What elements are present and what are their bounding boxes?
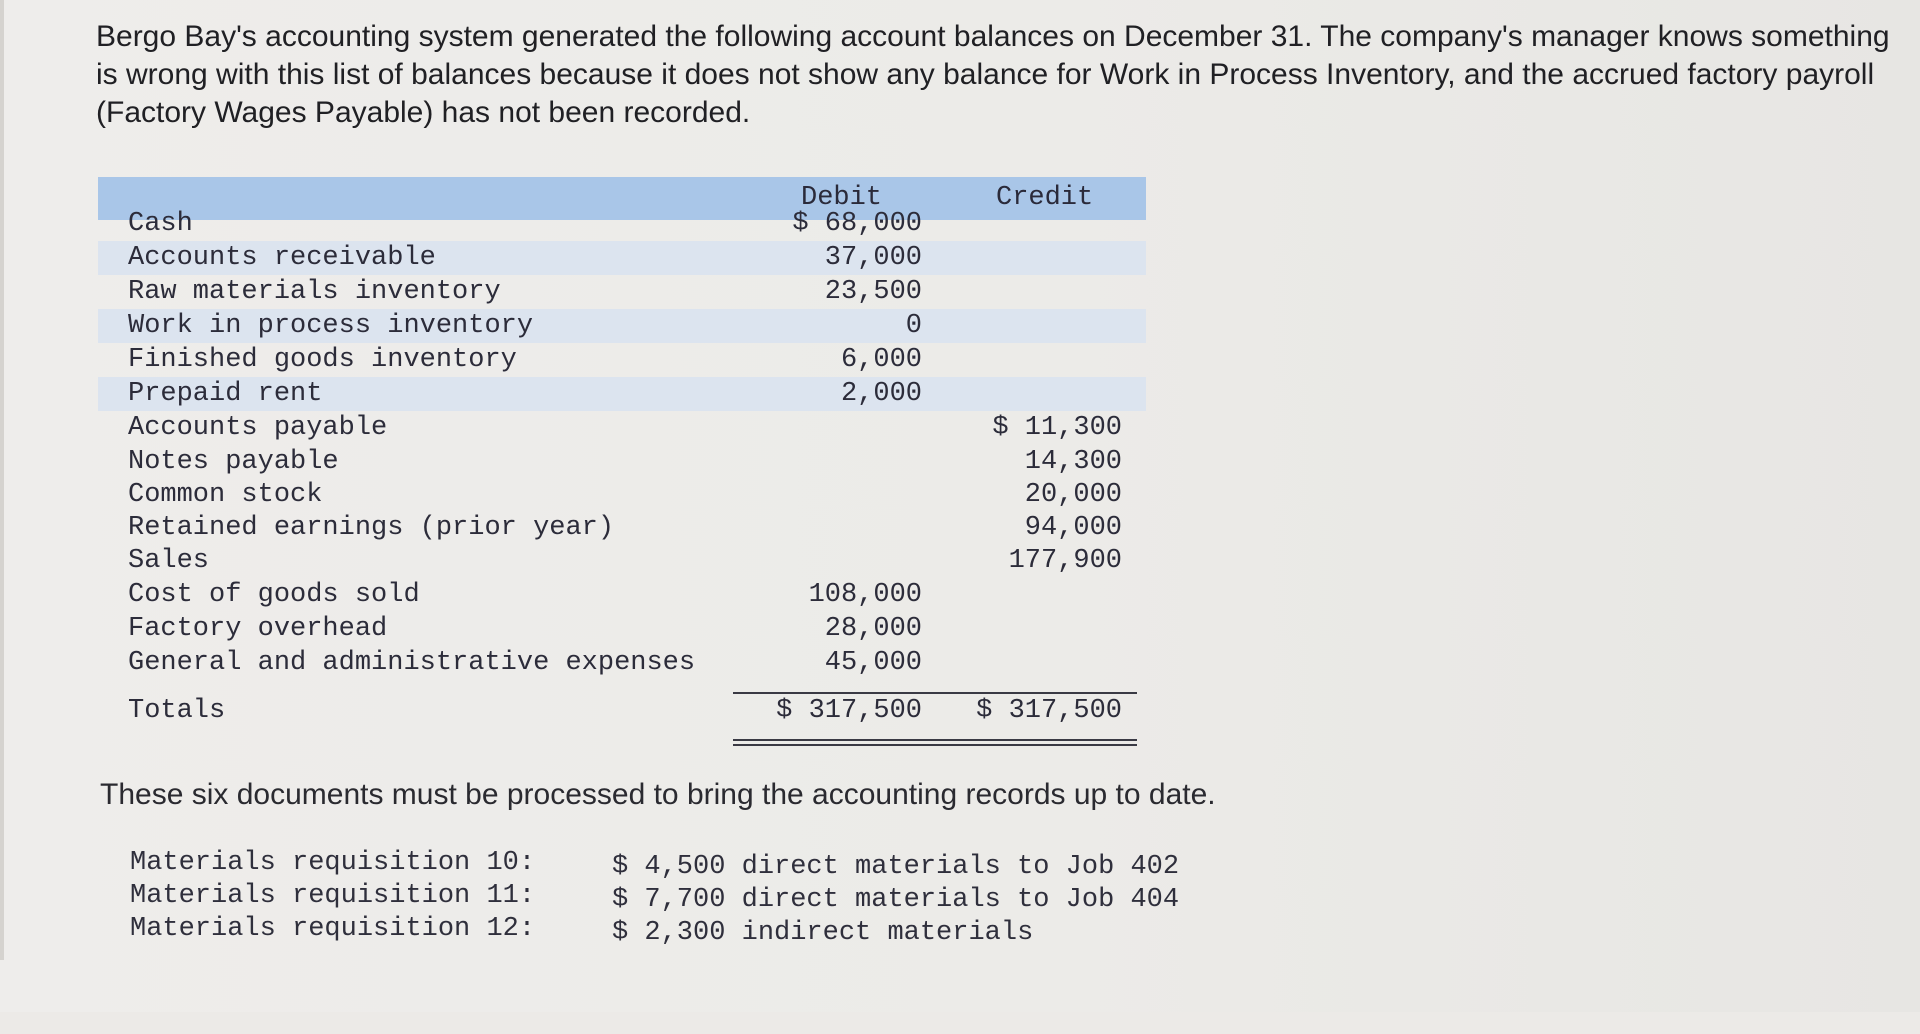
account-name: Work in process inventory (128, 311, 534, 341)
account-name: Common stock (128, 480, 323, 510)
total-credit: $ 317,500 (976, 696, 1122, 726)
account-name: General and administrative expenses (128, 648, 696, 678)
credit-header: Credit (996, 183, 1094, 213)
document-label: Materials requisition 10: (130, 848, 536, 878)
list-item (130, 914, 1034, 948)
list-item (130, 881, 1180, 915)
debit-amount: 37,000 (824, 243, 922, 273)
table-row (98, 445, 1146, 479)
document-label: Materials requisition 12: (130, 914, 536, 944)
problem-intro: Bergo Bay's accounting system generated the following account balances on December 31. The company's manager knows something is wrong with this list of balances because it does not show any balance for Work in Process Inventory, and the accrued factory payroll (Factory Wages Payable) has not been recorded. (96, 20, 1890, 129)
table-row (98, 544, 1146, 578)
document-detail: $ 2,300 indirect materials (612, 918, 1034, 948)
account-name: Notes payable (128, 447, 339, 477)
debit-amount: 28,000 (824, 614, 922, 644)
table-row (98, 207, 1146, 241)
document-label: Materials requisition 11: (130, 881, 536, 911)
account-name: Raw materials inventory (128, 277, 501, 307)
debit-amount: 6,000 (840, 345, 922, 375)
table-row (98, 241, 1146, 275)
credit-amount: 177,900 (1008, 546, 1122, 576)
credit-amount: 20,000 (1024, 480, 1122, 510)
debit-amount: 2,000 (840, 379, 922, 409)
totals-label: Totals (128, 696, 226, 726)
account-name: Prepaid rent (128, 379, 323, 409)
table-row (98, 377, 1146, 411)
document-detail: $ 7,700 direct materials to Job 404 (612, 885, 1180, 915)
account-name: Factory overhead (128, 614, 388, 644)
table-row (98, 309, 1146, 343)
document-detail: $ 4,500 direct materials to Job 402 (612, 852, 1180, 882)
left-border (0, 0, 4, 960)
documents-list (130, 848, 1180, 948)
debit-amount: $ 68,000 (792, 209, 922, 239)
account-name: Sales (128, 546, 210, 576)
account-name: Accounts payable (128, 413, 388, 443)
account-name: Cost of goods sold (128, 580, 420, 610)
table-row (98, 578, 1146, 612)
account-name: Finished goods inventory (128, 345, 517, 375)
table-row (98, 411, 1146, 445)
table-row (98, 478, 1146, 512)
debit-header: Debit (801, 183, 883, 213)
documents-note: These six documents must be processed to bring the accounting records up to date. (100, 778, 1216, 811)
double-rule-bottom (733, 744, 1137, 746)
table-row (98, 275, 1146, 309)
credit-amount: $ 11,300 (992, 413, 1122, 443)
list-item (130, 848, 1180, 882)
account-name: Accounts receivable (128, 243, 436, 273)
debit-amount: 108,000 (808, 580, 922, 610)
table-row (98, 343, 1146, 377)
table-row (98, 511, 1146, 545)
debit-amount: 0 (905, 311, 922, 341)
debit-amount: 23,500 (824, 277, 922, 307)
account-name: Cash (128, 209, 193, 239)
table-row (98, 646, 1146, 680)
totals-row (98, 694, 1146, 728)
double-rule-top (733, 739, 1137, 741)
account-name: Retained earnings (prior year) (128, 513, 615, 543)
debit-amount: 45,000 (824, 648, 922, 678)
credit-amount: 14,300 (1024, 447, 1122, 477)
total-debit: $ 317,500 (776, 696, 922, 726)
table-row (98, 612, 1146, 646)
credit-amount: 94,000 (1024, 513, 1122, 543)
